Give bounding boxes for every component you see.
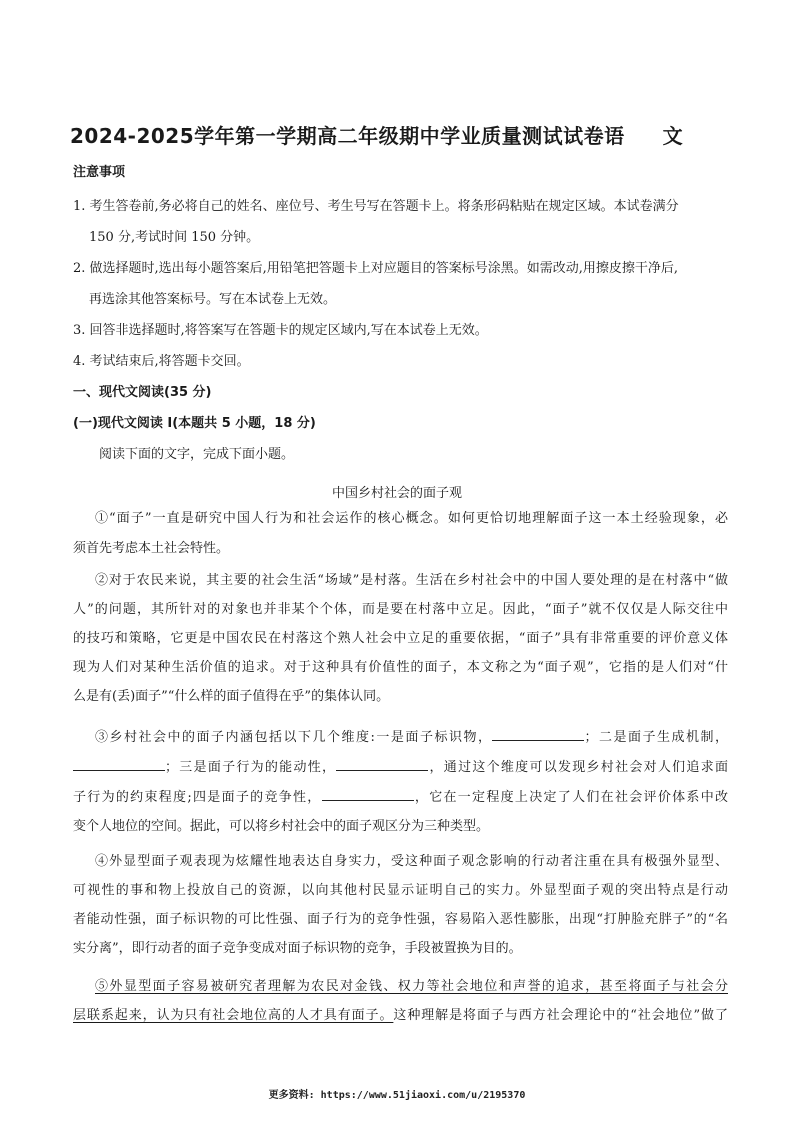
notice-heading: 注意事项 <box>73 165 126 180</box>
paragraph-2-line-5: 么是有(丢)面子”“什么样的面子值得在乎”的集体认同。 <box>73 689 390 704</box>
paragraph-3-text-b: ；二是面子生成机制， <box>584 730 728 745</box>
notice-item-1-line-1: 1. 考生答卷前,务必将自己的姓名、座位号、考生号写在答题卡上。将条形码粘贴在规定区域。本试卷满分 <box>73 199 679 214</box>
article-title: 中国乡村社会的面子观 <box>331 486 462 501</box>
paragraph-4-line-4: 实分离”，即行动者的面子竞争变成对面子标识物的竞争，手段被置换为目的。 <box>73 941 522 956</box>
article-paragraph-2 <box>73 572 728 706</box>
section-1-subheading: (一)现代文阅读 I(本题共 5 小题，18 分) <box>73 416 316 431</box>
paragraph-2-line-3: 的技巧和策略，它更是中国农民在村落这个熟人社会中立足的重要依据，“面子”具有非常重要的评价意义体 <box>73 631 728 646</box>
paragraph-2-line-2: 人”的问题，其所针对的对象也并非某个个体，而是要在村落中立足。因此，“面子”就不仅仅是人际交往中 <box>73 602 728 617</box>
article-paragraph-4 <box>73 853 728 958</box>
paragraph-3-text-d: ，通过这个维度可以发现乡村社会对人们追求面 <box>428 760 728 775</box>
paragraph-3-line-2 <box>73 758 728 777</box>
paragraph-3-text-e: 子行为的约束程度;四是面子的竞争性， <box>73 790 322 805</box>
exam-title-subject: 文 <box>662 124 684 148</box>
notice-item-3: 3. 回答非选择题时,将答案写在答题卡的规定区域内,写在本试卷上无效。 <box>73 323 488 338</box>
paragraph-4-line-2: 可视性的事和物上投放自己的资源，以向其他村民显示证明自己的实力。外显型面子观的突出特点是行动 <box>73 883 728 898</box>
footer-link[interactable]: 更多资料: https://www.51jiaoxi.com/u/2195370 <box>268 1090 526 1101</box>
article-paragraph-3 <box>73 728 728 836</box>
paragraph-3-line-4: 变个人地位的空间。据此，可以将乡村社会中的面子观区分为三种类型。 <box>73 819 490 834</box>
paragraph-2-line-4: 现为人们对某种生活价值的追求。对于这种具有价值性的面子，本文称之为“面子观”，它指的是人们对“什 <box>73 660 728 675</box>
paragraph-5-line-1: ⑤外显型面子容易被研究者理解为农民对金钱、权力等社会地位和声誉的追求，甚至将面子与社会分 <box>95 979 728 994</box>
paragraph-4-line-3: 者能动性强，面子标识物的可比性强、面子行为的竞争性强，容易陷入恶性膨胀，出现“打肿脸充胖子”的“名 <box>73 912 728 927</box>
paragraph-3-line-3 <box>73 788 728 807</box>
article-paragraph-5 <box>73 978 728 1025</box>
paragraph-4-line-1: ④外显型面子观表现为炫耀性地表达自身实力，受这种面子观念影响的行动者注重在具有极强外显型、 <box>95 854 728 869</box>
notice-item-1-line-2: 150 分,考试时间 150 分钟。 <box>89 230 260 245</box>
notice-item-4: 4. 考试结束后,将答题卡交回。 <box>73 354 250 369</box>
answer-blank-2[interactable] <box>73 758 165 771</box>
notice-item-2-line-2: 再选涂其他答案标号。写在本试卷上无效。 <box>89 292 337 307</box>
article-paragraph-1 <box>73 510 728 558</box>
paragraph-2-line-1: ②对于农民来说，其主要的社会生活“场域”是村落。生活在乡村社会中的中国人要处理的是在村落中“做 <box>95 573 728 588</box>
exam-title-main: 2024-2025学年第一学期高二年级期中学业质量测试试卷语 <box>70 124 625 148</box>
reading-instruction: 阅读下面的文字，完成下面小题。 <box>99 447 295 462</box>
paragraph-3-text-c: ；三是面子行为的能动性， <box>165 760 337 775</box>
answer-blank-3[interactable] <box>336 758 428 771</box>
paragraph-3-text-f: ，它在一定程度上决定了人们在社会评价体系中改 <box>413 790 728 805</box>
paragraph-3-line-1 <box>73 728 728 747</box>
paragraph-5-text: 这种理解是将面子与西方社会理论中的“社会地位”做了 <box>393 1008 728 1023</box>
paragraph-1-line-1: ①“面子”一直是研究中国人行为和社会运作的核心概念。如何更恰切地理解面子这一本土经验现象，必 <box>95 511 728 526</box>
paragraph-5-underlined: 层联系起来，认为只有社会地位高的人才具有面子。 <box>73 1008 394 1023</box>
notice-item-2-line-1: 2. 做选择题时,选出每小题答案后,用铅笔把答题卡上对应题目的答案标号涂黑。如需改动,用擦皮擦干净后, <box>73 261 679 276</box>
paragraph-3-text-a: ③乡村社会中的面子内涵包括以下几个维度:一是面子标识物， <box>95 730 493 745</box>
answer-blank-1[interactable] <box>492 728 584 741</box>
exam-title <box>70 120 730 149</box>
paragraph-1-line-2: 须首先考虑本土社会特性。 <box>73 541 230 556</box>
section-1-heading: 一、现代文阅读(35 分) <box>73 385 212 400</box>
answer-blank-4[interactable] <box>322 788 414 801</box>
paragraph-5-line-2 <box>73 1007 728 1025</box>
